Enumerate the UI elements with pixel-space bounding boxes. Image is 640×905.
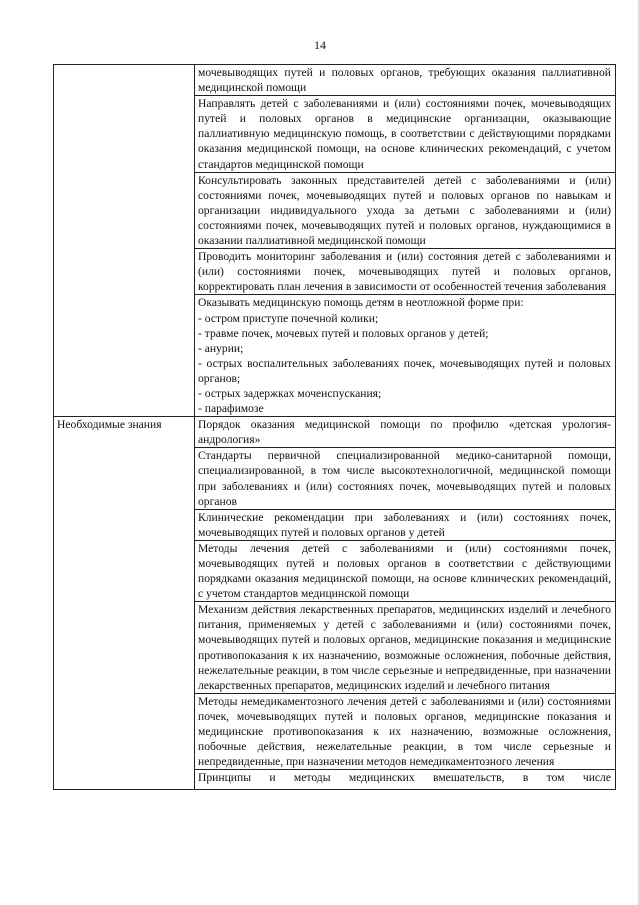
table-row (54, 417, 616, 448)
list-item: - остром приступе почечной колики; (198, 311, 379, 325)
knowledge-description: Стандарты первичной специализированной медико-санитарной помощи, специализированной, в том числе высокотехнологичной, медицинской помощи при заболеваниях и (или) состояниях почек, мочевыводящих путей и половых органов (195, 448, 616, 509)
knowledge-description: Механизм действия лекарственных препаратов, медицинских изделий и лечебного питания, применяемых у детей с заболеваниями и (или) состояниями почек, мочевыводящих путей и половых органов, медицинские показания и медицинские противопоказания к их назначению, возможные осложнения, побочные действия, нежелательные реакции, в том числе серьезные и непредвиденные, при назначении лекарственных препаратов, медицинских изделий и лечебного питания (195, 602, 616, 694)
required-knowledge-label: Необходимые знания (54, 417, 195, 790)
knowledge-description: Методы лечения детей с заболеваниями и (или) состояниями почек, мочевыводящих путей и половых органов в соответствии с действующими порядками оказания медицинской помощи, на основе клинических рекомендаций, с учетом стандартов медицинской помощи (195, 540, 616, 601)
list-item: - анурии; (198, 341, 244, 355)
list-item: - парафимозе (198, 402, 264, 416)
truncated-text-line: Принципы и методы медицинских вмешательств, в том числе (198, 771, 611, 785)
action-description: Проводить мониторинг заболевания и (или) состояния детей с заболеваниями и (или) состояниями почек, мочевыводящих путей и половых органов, корректировать план лечения в зависимости от особенностей течения заболевания (195, 249, 616, 295)
actions-label-cell (54, 65, 195, 417)
list-item: - острых задержках мочеиспускания; (198, 386, 382, 400)
action-description: мочевыводящих путей и половых органов, требующих оказания паллиативной медицинской помощи (195, 65, 616, 96)
emergency-care-intro: Оказывать медицинскую помощь детям в неотложной форме при: (198, 296, 524, 310)
knowledge-description: Методы немедикаментозного лечения детей с заболеваниями и (или) состояниями почек, мочевыводящих путей и половых органов, медицинские показания и медицинские противопоказания к их назначению, возможные осложнения, побочные действия, нежелательные реакции, в том числе серьезные и непредвиденные, при назначении методов немедикаментозного лечения (195, 693, 616, 769)
list-item: - травме почек, мочевых путей и половых органов у детей; (198, 326, 489, 340)
knowledge-description: Порядок оказания медицинской помощи по профилю «детская урология-андрология» (195, 417, 616, 448)
knowledge-description: Клинические рекомендации при заболеваниях и (или) состояниях почек, мочевыводящих путей и половых органов у детей (195, 509, 616, 540)
knowledge-description-continued (195, 770, 616, 790)
emergency-care-cell (195, 295, 616, 417)
professional-standard-table (53, 64, 616, 790)
action-description: Направлять детей с заболеваниями и (или) состояниями почек, мочевыводящих путей и половых органов в медицинские организации, оказывающие паллиативную медицинскую помощь, в соответствии с действующими порядками оказания медицинской помощи, на основе клинических рекомендаций, с учетом стандартов медицинской помощи (195, 96, 616, 172)
table-row (54, 65, 616, 96)
action-description: Консультировать законных представителей детей с заболеваниями и (или) состояниями почек, мочевыводящих путей и половых органов по навыкам и организации индивидуального ухода за детьми с заболеваниями и (или) состояниями почек, мочевыводящих путей и половых органов, нуждающимися в оказании паллиативной медицинской помощи (195, 172, 616, 248)
page-number: 14 (314, 38, 326, 52)
list-item: - острых воспалительных заболеваниях почек, мочевыводящих путей и половых органов; (198, 356, 611, 385)
